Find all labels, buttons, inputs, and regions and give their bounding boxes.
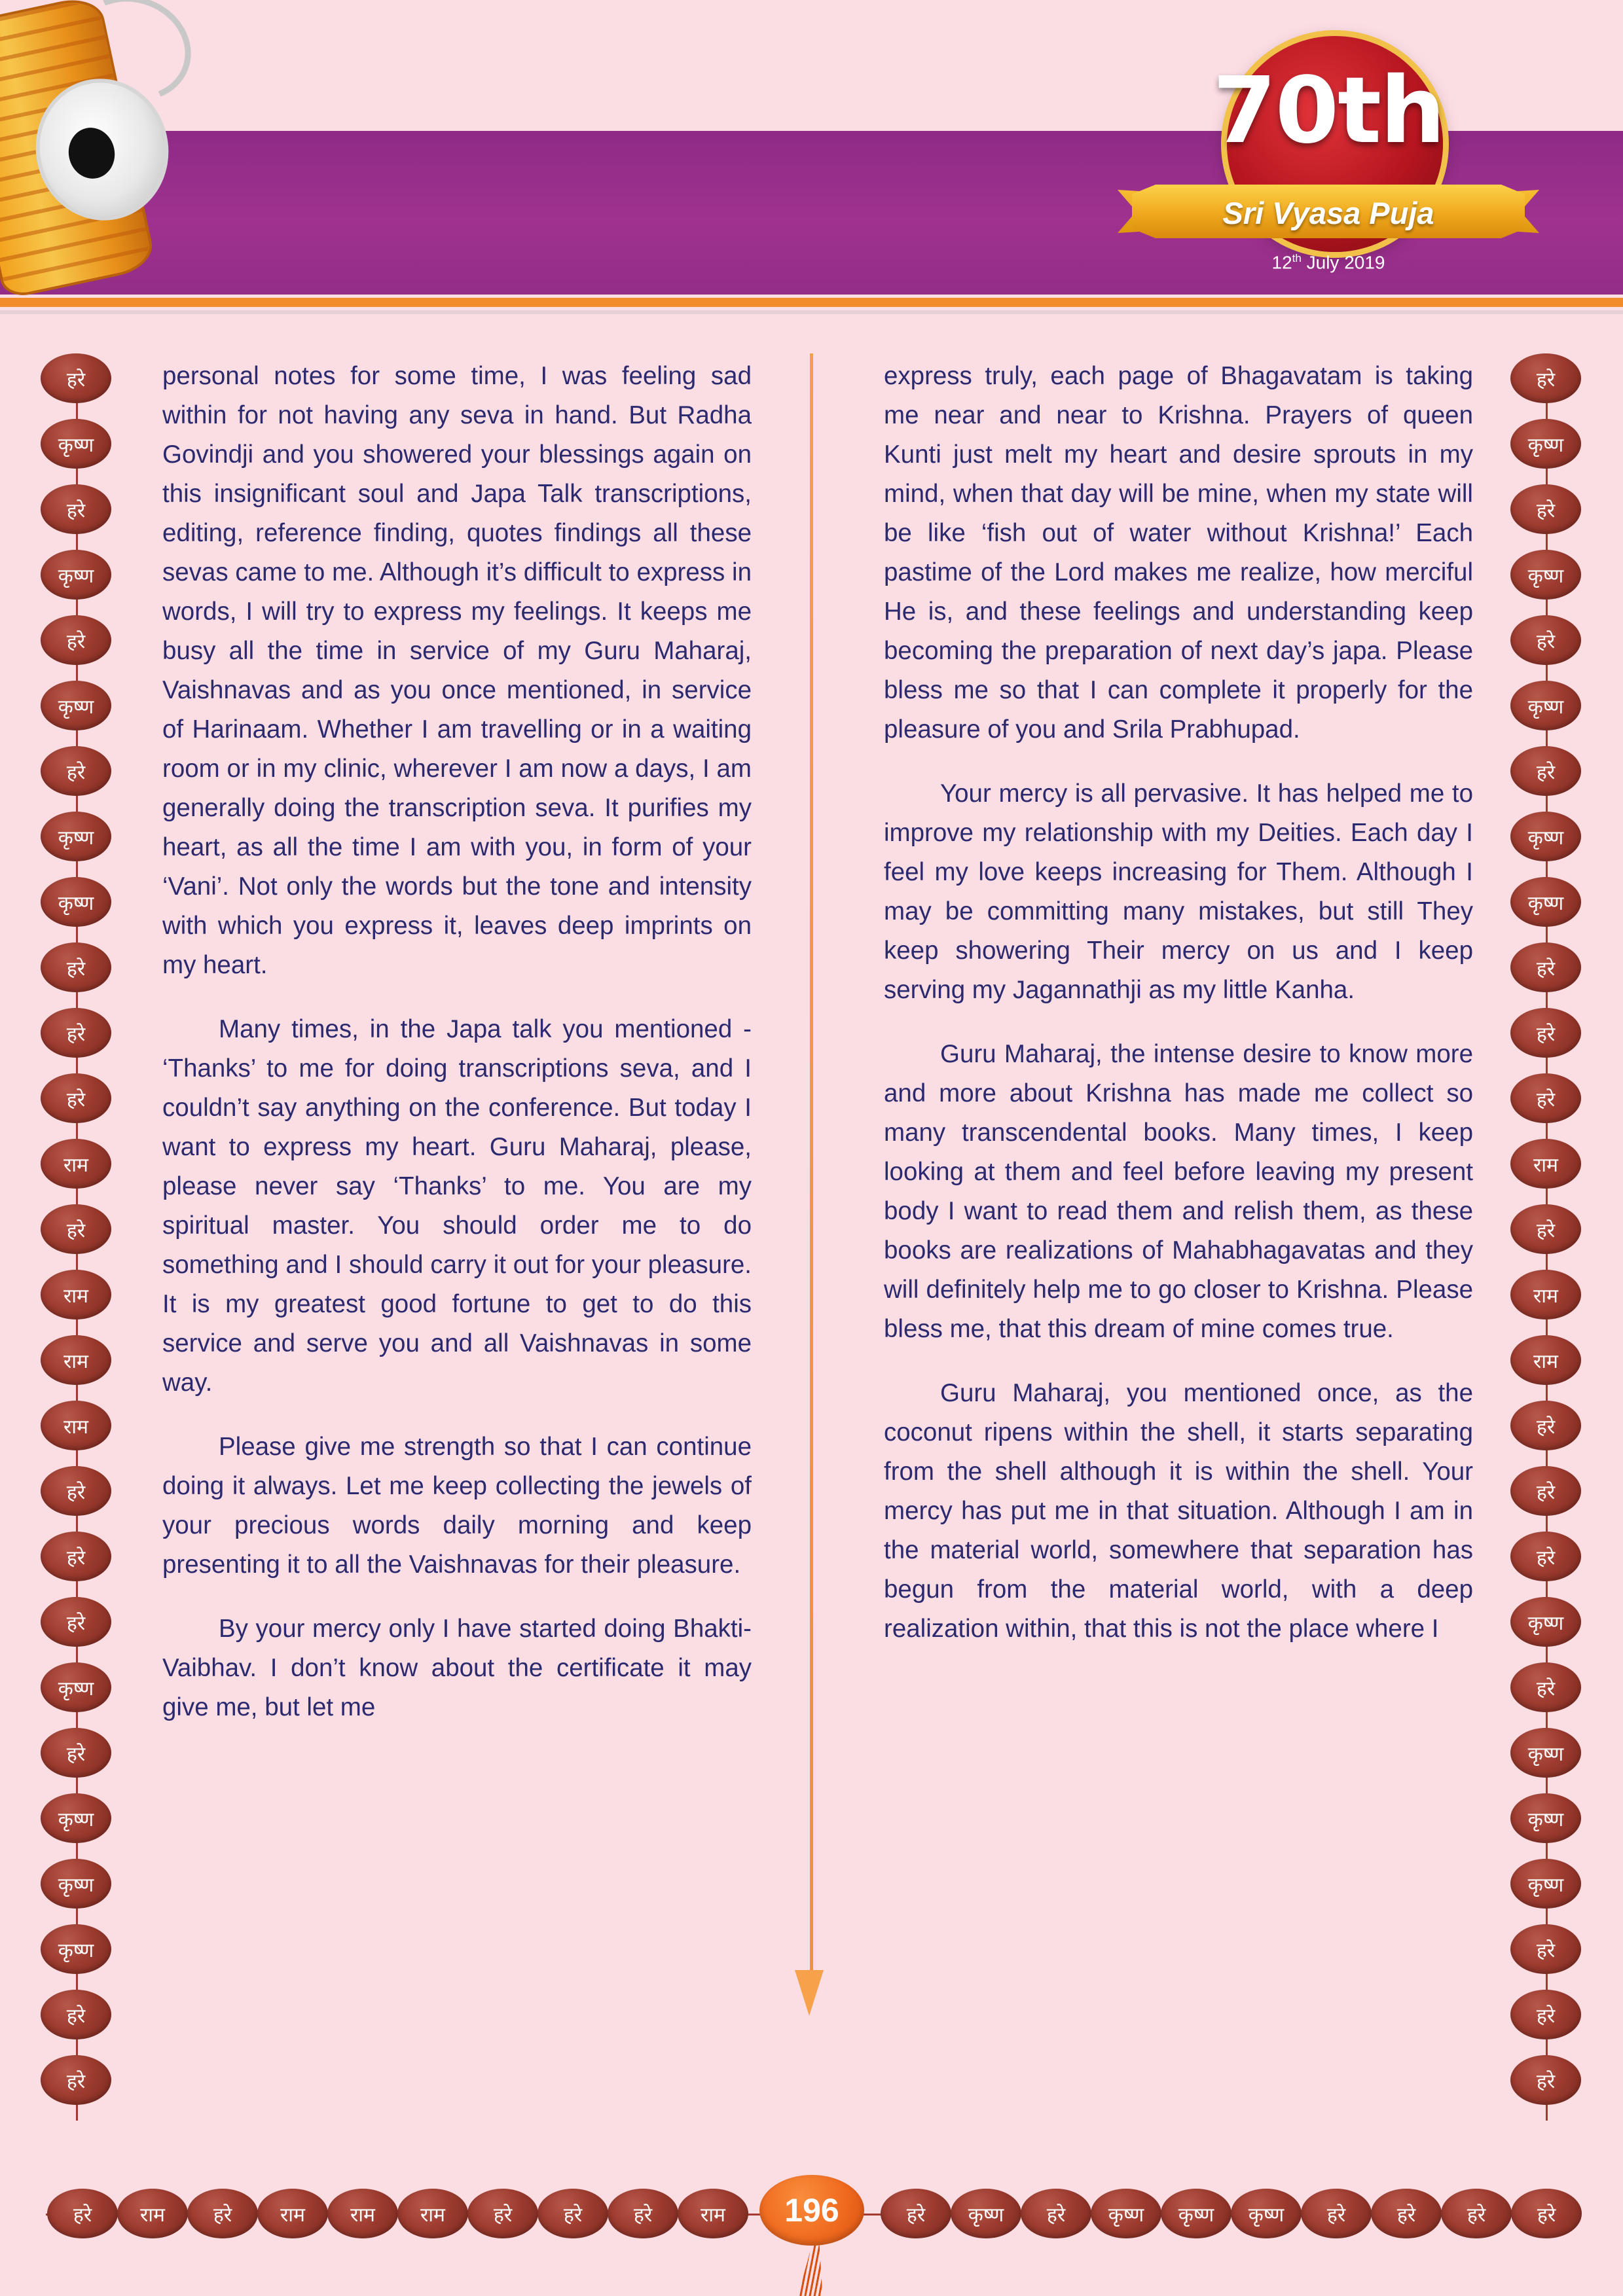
mala-bead: कृष्ण	[41, 550, 111, 600]
mala-bead: कृष्ण	[41, 1662, 111, 1712]
mala-bead: हरे	[1510, 2055, 1581, 2105]
badge-date-ordinal: th	[1292, 252, 1302, 264]
mala-bead: राम	[41, 1139, 111, 1189]
badge-date-rest: July 2019	[1301, 252, 1385, 273]
mala-bead: हरे	[1510, 746, 1581, 796]
badge-date-day: 12	[1271, 252, 1292, 273]
mala-bead: हरे	[1510, 1008, 1581, 1058]
mala-bead: कृष्ण	[1091, 2189, 1161, 2238]
mala-bead: हरे	[608, 2189, 678, 2238]
mala-bead: राम	[41, 1335, 111, 1385]
page-number: 196	[759, 2175, 864, 2246]
mala-bead: राम	[678, 2189, 748, 2238]
mala-bead: हरे	[41, 1073, 111, 1123]
mala-bead: हरे	[1510, 1073, 1581, 1123]
mala-bead: हरे	[881, 2189, 951, 2238]
mala-bead: हरे	[41, 1008, 111, 1058]
text-column-left	[162, 357, 752, 1752]
mala-bead: कृष्ण	[1510, 812, 1581, 861]
mala-bead: हरे	[1510, 1924, 1581, 1974]
mala-bead: हरे	[41, 942, 111, 992]
mala-bead: कृष्ण	[41, 812, 111, 861]
mala-bead: राम	[257, 2189, 328, 2238]
mala-bead: हरे	[1021, 2189, 1091, 2238]
mala-bead: कृष्ण	[1510, 419, 1581, 469]
mala-bead: कृष्ण	[41, 1793, 111, 1843]
mala-bead: हरे	[41, 1990, 111, 2039]
mala-bead: कृष्ण	[41, 1859, 111, 1909]
mala-bead: हरे	[1510, 615, 1581, 665]
column-divider	[807, 353, 816, 2016]
mala-bead: हरे	[1510, 1532, 1581, 1581]
mala-bead: हरे	[1301, 2189, 1372, 2238]
mala-bead: राम	[41, 1270, 111, 1319]
mala-bead: कृष्ण	[41, 681, 111, 730]
mala-bead: कृष्ण	[1510, 681, 1581, 730]
divider-arrow-tip	[795, 1970, 824, 2016]
vyasa-puja-badge	[1125, 13, 1531, 334]
mala-bead: हरे	[187, 2189, 258, 2238]
japa-mala-right	[1510, 353, 1582, 2121]
mala-bead: हरे	[41, 1532, 111, 1581]
mala-bead: कृष्ण	[1161, 2189, 1231, 2238]
mala-bead: हरे	[41, 1728, 111, 1778]
mala-bead: हरे	[1510, 1204, 1581, 1254]
mridanga-drum-icon	[0, 0, 190, 308]
mala-bead: हरे	[41, 1466, 111, 1516]
mala-bead: हरे	[41, 1204, 111, 1254]
mala-bead: हरे	[1511, 2189, 1582, 2238]
mala-bead: राम	[1510, 1139, 1581, 1189]
mala-bead: राम	[1510, 1270, 1581, 1319]
paragraph: Guru Maharaj, the intense desire to know more and more about Krishna has made me collect so many transcendental books. Many times, I keep looking at them and feel before leaving my present body I want to read them and relish them, as these books are realizations of Mahabhagavatas and they will definitely help me to go closer to Krishna. Please bless me, that this dream of mine comes true.	[884, 1040, 1473, 1343]
paragraph: Please give me strength so that I can continue doing it always. Let me keep collecting the jewels of your precious words daily morning and keep presenting it to all the Vaishnavas for their pleasure.	[162, 1433, 752, 1579]
mala-bead: कृष्ण	[951, 2189, 1021, 2238]
mala-bead: कृष्ण	[1510, 877, 1581, 927]
divider-line	[810, 353, 813, 1977]
paragraph: Guru Maharaj, you mentioned once, as the coconut ripens within the shell, it starts separating from the shell although it is within the shell. Your mercy has put me in that situation. Although I am in the material world, somewhere that separation has begun from the material world, with a deep realization within, that this is not the place where I	[884, 1379, 1473, 1643]
paragraph: Many times, in the Japa talk you mentioned - ‘Thanks’ to me for doing transcriptions seva, and I couldn’t say anything on the conference. But today I want to express my heart. Guru Maharaj, please, please never say ‘Thanks’ to me. You are my spiritual master. You should order me to do something and I should carry it out for your pleasure. It is my greatest good fortune to get to do this service and serve you and all Vaishnavas in some way.	[162, 1015, 752, 1397]
mala-bead: कृष्ण	[1510, 550, 1581, 600]
mala-bead: राम	[117, 2189, 188, 2238]
text-column-right	[884, 357, 1473, 1674]
mala-bead: हरे	[1510, 484, 1581, 534]
mala-bead: हरे	[1510, 1401, 1581, 1450]
tassel-icon	[793, 2239, 831, 2296]
mala-bead: कृष्ण	[1510, 1859, 1581, 1909]
japa-mala-left	[41, 353, 113, 2121]
mala-bead: कृष्ण	[1510, 1728, 1581, 1778]
paragraph: personal notes for some time, I was feeling sad within for not having any seva in hand. But Radha Govindji and you showered your blessings again on this insignificant soul and Japa Talk transcriptions, editing, reference finding, quotes findings all these sevas came to me. Although it’s difficult to express in words, I will try to express my feelings. It keeps me busy all the time in service of my Guru Maharaj, Vaishnavas and as you once mentioned, in service of Harinaam. Whether I am travelling or in a waiting room or in my clinic, wherever I am now a days, I am generally doing the transcription seva. It purifies my heart, as all the time I am with you, in form of your ‘Vani’. Not only the words but the tone and intensity with which you express it, leaves deep imprints on my heart.	[162, 362, 752, 979]
badge-number: 70th	[1213, 58, 1444, 164]
mala-bead: हरे	[47, 2189, 118, 2238]
mala-bead: हरे	[41, 1597, 111, 1647]
mala-bead: हरे	[41, 2055, 111, 2105]
paragraph: Your mercy is all pervasive. It has helped me to improve my relationship with my Deities. Each day I feel my love keeps increasing for Them. Although I may be committing many mistakes, but still They keep showering Their mercy on us and I keep serving my Jagannathji as my little Kanha.	[884, 780, 1473, 1004]
mala-bead: हरे	[1510, 1990, 1581, 2039]
mala-bead: हरे	[1441, 2189, 1512, 2238]
mala-bead: हरे	[1371, 2189, 1442, 2238]
mala-bead: हरे	[41, 746, 111, 796]
mala-bead: हरे	[41, 484, 111, 534]
mala-bead: हरे	[538, 2189, 608, 2238]
mala-bead: हरे	[41, 353, 111, 403]
mala-bead: राम	[41, 1401, 111, 1450]
mala-bead: हरे	[1510, 1662, 1581, 1712]
mala-bead: कृष्ण	[1510, 1793, 1581, 1843]
page-number-medallion	[759, 2175, 864, 2257]
mala-bead: हरे	[1510, 353, 1581, 403]
badge-title: Sri Vyasa Puja	[1222, 196, 1434, 230]
mala-bead: राम	[397, 2189, 468, 2238]
mala-bead: राम	[1510, 1335, 1581, 1385]
mala-bead: हरे	[467, 2189, 538, 2238]
mala-bead: हरे	[41, 615, 111, 665]
mala-bead: कृष्ण	[41, 419, 111, 469]
paragraph: express truly, each page of Bhagavatam is taking me near and near to Krishna. Prayers of queen Kunti just melt my heart and desire sprouts in my mind, when that day will be mine, when my state will be like ‘fish out of water without Krishna!’ Each pastime of the Lord makes me realize, how merciful He is, and these feelings and understanding keep becoming the preparation of next day’s japa. Please bless me so that I can complete it properly for the pleasure of you and Srila Prabhupad.	[884, 362, 1473, 744]
badge-date	[1125, 252, 1531, 273]
mala-bead: कृष्ण	[41, 877, 111, 927]
mala-bead: कृष्ण	[41, 1924, 111, 1974]
mala-bead: हरे	[1510, 942, 1581, 992]
mala-bead: राम	[327, 2189, 398, 2238]
paragraph: By your mercy only I have started doing Bhakti-Vaibhav. I don’t know about the certificate it may give me, but let me	[162, 1615, 752, 1721]
mala-bead: हरे	[1510, 1466, 1581, 1516]
mala-bead: कृष्ण	[1231, 2189, 1302, 2238]
mala-bead: कृष्ण	[1510, 1597, 1581, 1647]
